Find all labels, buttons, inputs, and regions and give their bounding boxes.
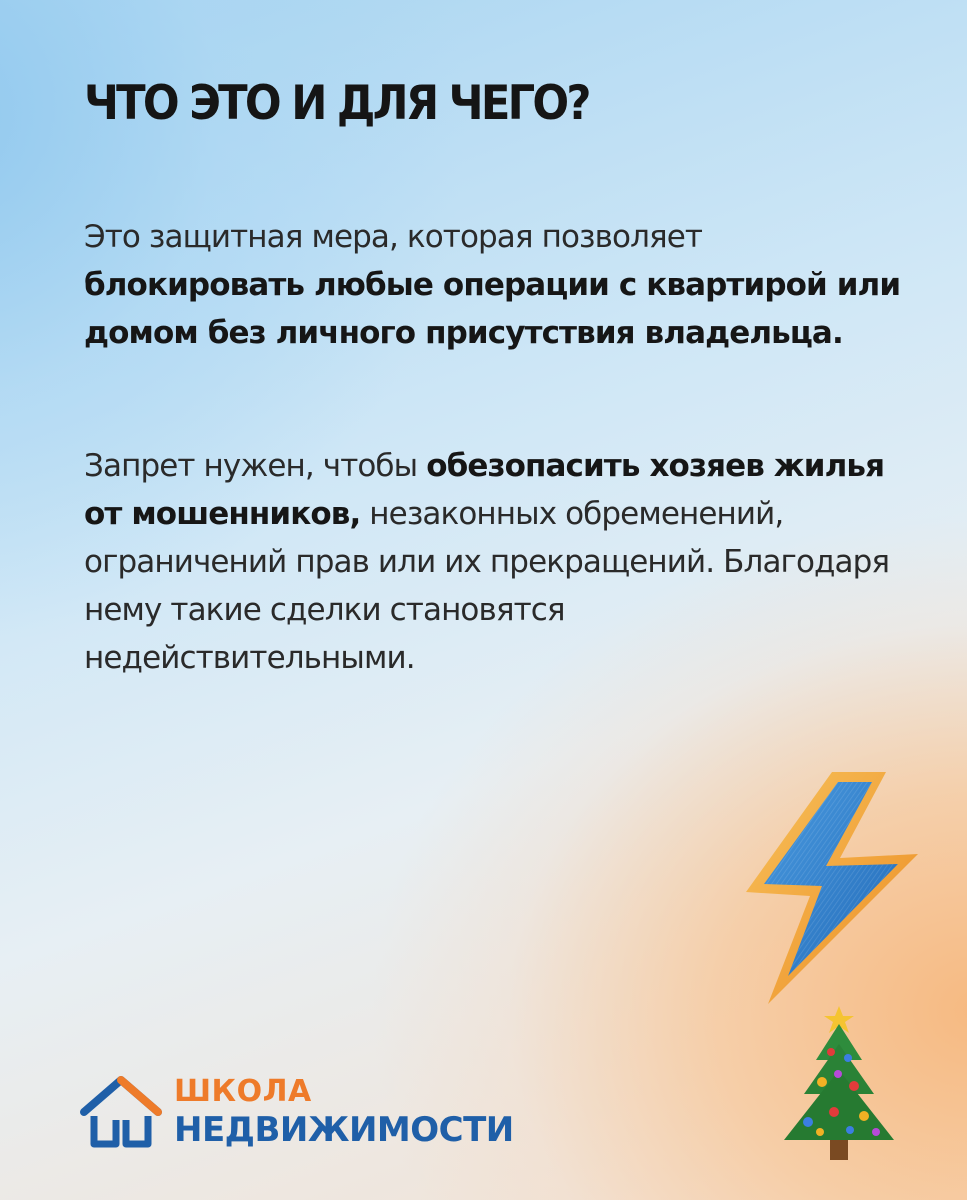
lightning-bolt-icon (740, 768, 920, 1008)
brand-logo (80, 1076, 514, 1148)
paragraph-purpose-bold: обезопасить хозяев жилья от мошенников, (84, 448, 885, 532)
paragraph-intro-bold: блокировать любые операции с квартирой или домом без личного присутствия владельца. (84, 267, 901, 351)
paragraph-purpose-text: Запрет нужен, чтобы (84, 448, 427, 484)
logo-text-school: ШКОЛА (174, 1074, 312, 1109)
house-icon (80, 1076, 162, 1148)
logo-text-realty: НЕДВИЖИМОСТИ (174, 1110, 514, 1150)
christmas-tree-icon (776, 1004, 902, 1164)
paragraph-purpose-text-end: незаконных обременений, ограничений прав или их прекращений. Благодаря нему такие сделки становятся недействительными. (84, 496, 890, 676)
page-title: ЧТО ЭТО И ДЛЯ ЧЕГО? (84, 76, 589, 131)
paragraph-intro (84, 213, 904, 357)
paragraph-purpose (84, 442, 904, 682)
paragraph-intro-text: Это защитная мера, которая позволяет (84, 219, 703, 255)
